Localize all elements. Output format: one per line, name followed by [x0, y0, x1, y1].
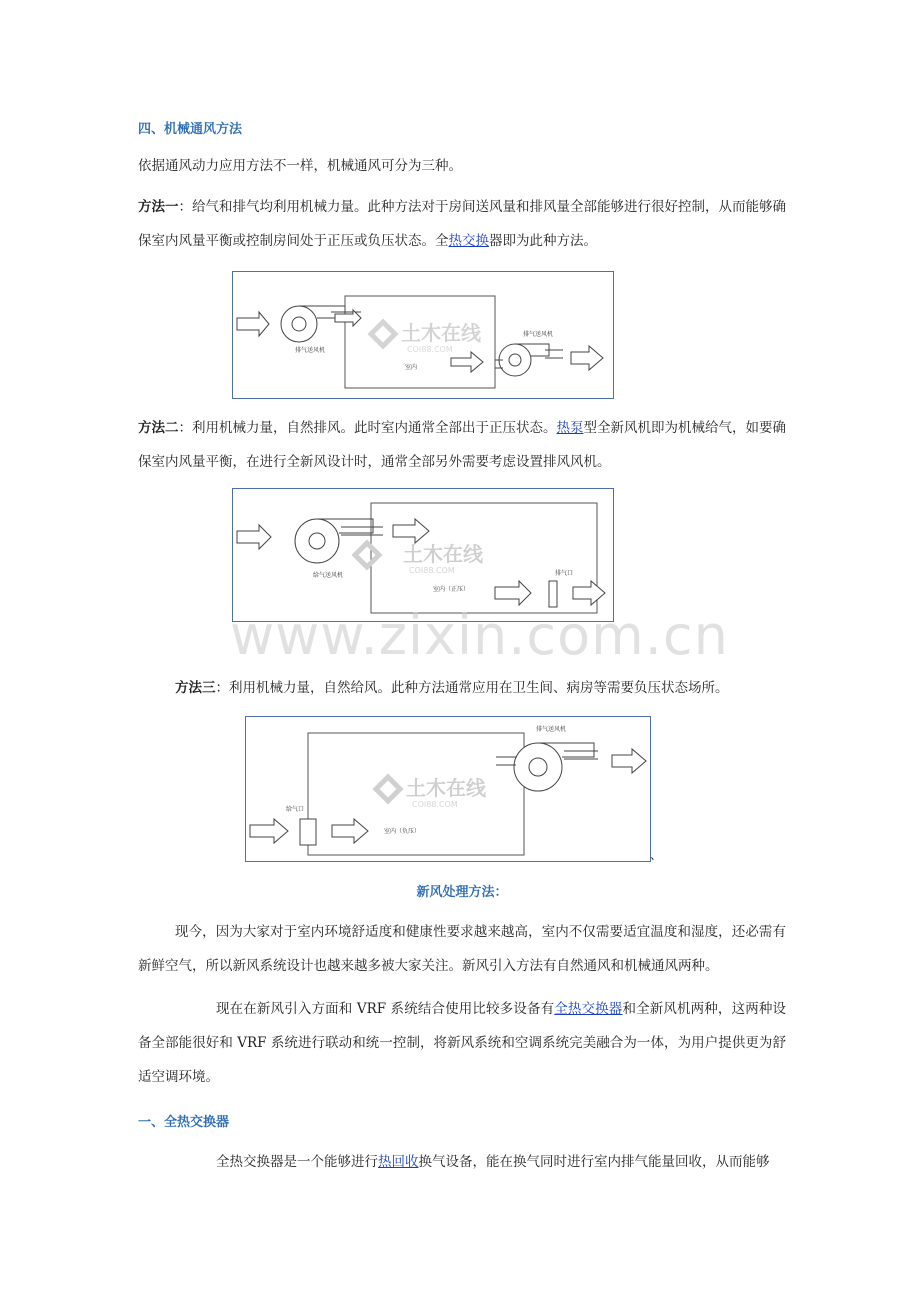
method3-label: 方法三	[175, 680, 216, 696]
fresh-air-p2-text-b: 和全新风机两种，这两种设备全部能很好和 VRF 系统进行联动和统一控制，将新风系统和空调系统完美融合为一体，为用户提供更为舒适空调环境。	[138, 1001, 786, 1085]
vent-label: 给气口	[286, 806, 305, 813]
site-watermark: www.zixin.com.cn	[230, 604, 729, 667]
exhaust-fan-icon	[496, 743, 598, 791]
room-label: 室内（负压）	[384, 828, 421, 835]
section-heading-mechanical-ventilation: 四、机械通风方法	[138, 122, 243, 137]
fan-label: 给气送风机	[313, 572, 344, 579]
section1-text-a: 全热交换器是一个能够进行	[216, 1154, 378, 1170]
brand-watermark-logo	[355, 542, 484, 575]
vent-label: 排气口	[555, 570, 574, 577]
supply-vent-icon	[300, 819, 316, 845]
brand-watermark-logo	[371, 321, 482, 354]
heat-exchange-link[interactable]: 热交换	[448, 233, 489, 249]
figure-method1-diagram	[232, 271, 614, 399]
inlet-arrow-icon	[237, 525, 271, 549]
svg-text:COI88.COM: COI88.COM	[409, 566, 455, 575]
heat-recovery-link[interactable]: 热回收	[378, 1154, 419, 1170]
method1-label: 方法一	[138, 199, 179, 215]
outlet-arrow-icon	[573, 581, 605, 605]
svg-text:土木在线: 土木在线	[406, 776, 486, 800]
outlet-arrow-icon	[612, 749, 646, 773]
trailing-mark: 、	[650, 848, 663, 862]
svg-text:COI88.COM: COI88.COM	[412, 800, 458, 809]
room-inlet-arrow-icon	[393, 519, 429, 543]
section-heading-total-heat-exchanger: 一、全热交换器	[138, 1115, 230, 1130]
method2-text-a: ：利用机械力量，自然排风。此时室内通常全部出于正压状态。	[178, 420, 557, 436]
fresh-air-heading: 新风处理方法：	[416, 885, 508, 900]
room-label: 室内（正压）	[433, 586, 470, 593]
method1-paragraph	[138, 190, 786, 258]
inlet-arrow-icon	[237, 312, 269, 336]
total-heat-exchanger-link[interactable]: 全热交换器	[554, 1001, 623, 1017]
method2-paragraph	[138, 411, 786, 479]
room-exit-arrow-icon	[451, 352, 483, 372]
method2-label: 方法二	[138, 420, 179, 436]
fresh-air-paragraph-2	[138, 992, 786, 1094]
section1-paragraph	[138, 1145, 786, 1179]
inlet-arrow-icon	[250, 819, 288, 843]
fan-left-label: 排气送风机	[295, 347, 326, 354]
supply-fan-icon	[281, 306, 361, 342]
method3-text: ：利用机械力量，自然给风。此种方法通常应用在卫生间、病房等需要负压状态场所。	[215, 680, 729, 696]
figure-method2-diagram	[232, 488, 614, 622]
svg-text:COI88.COM: COI88.COM	[407, 345, 453, 354]
section1-text-b: 换气设备，能在换气同时进行室内排气能量回收，从而能够	[418, 1154, 770, 1170]
outlet-arrow-icon	[571, 346, 603, 370]
room-label: 室内	[405, 364, 418, 371]
intro-paragraph: 依据通风动力应用方法不一样，机械通风可分为三种。	[138, 158, 462, 174]
method2-text-b: 型全新风机即为机械给气，如要确保室内风量平衡，在进行全新风设计时，通常全部另外需要考虑设置排风风机。	[138, 420, 786, 470]
room-exit-arrow-icon	[495, 581, 531, 605]
method1-text-b: 器即为此种方法。	[489, 233, 597, 249]
svg-text:土木在线: 土木在线	[401, 321, 481, 345]
room-inlet-arrow-icon	[332, 819, 368, 843]
fan-label: 排气送风机	[536, 726, 567, 733]
fresh-air-p2-text-a: 现在在新风引入方面和 VRF 系统结合使用比较多设备有	[216, 1001, 555, 1017]
fresh-air-paragraph-1: 现今，因为大家对于室内环境舒适度和健康性要求越来越高，室内不仅需要适宜温度和湿度，还必需有新鲜空气，所以新风系统设计也越来越多被大家关注。新风引入方法有自然通风和机械通风两种。	[138, 924, 786, 974]
svg-text:土木在线: 土木在线	[403, 542, 483, 566]
figure-method3-diagram	[245, 716, 651, 862]
brand-watermark-logo	[376, 776, 487, 809]
exhaust-fan-icon	[495, 344, 549, 376]
supply-fan-icon	[295, 519, 383, 563]
heat-pump-link[interactable]: 热泵	[556, 420, 584, 436]
method1-text-a: ：给气和排气均利用机械力量。此种方法对于房间送风量和排风量全部能够进行很好控制，从而能够确保室内风量平衡或控制房间处于正压或负压状态。全	[138, 199, 786, 249]
fan-right-label: 排气送风机	[523, 331, 554, 338]
method3-paragraph	[175, 671, 786, 705]
